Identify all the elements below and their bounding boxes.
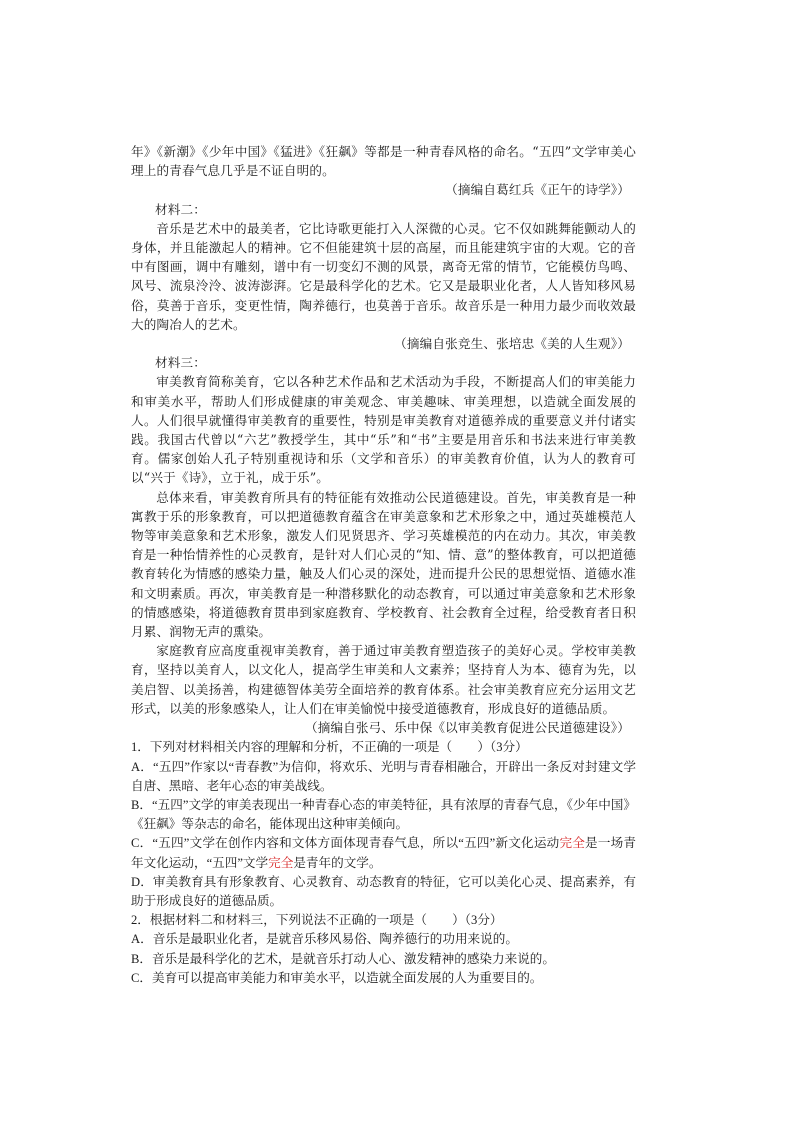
exam-page bbox=[131, 142, 636, 988]
question-2-stem: 2．根据材料二和材料三，下列说法不正确的一项是（ ）（3分） bbox=[131, 913, 503, 928]
option-text-run: 是一场青年文化运动，“五四”文学 bbox=[131, 836, 637, 870]
questions-section bbox=[131, 738, 636, 988]
option-text-run: A．“五四”作家以“青春教”为信仰，将欢乐、光明与青春相融合，开辟出一条反对封建文学自唐、黑暗、老年心态的审美战线。 bbox=[131, 759, 636, 793]
material1-source: （摘编自葛红兵《正午的诗学》） bbox=[445, 182, 630, 198]
highlighted-text: 完全 bbox=[559, 836, 586, 851]
material3-paragraph: 总体来看，审美教育所具有的特征能有效推动公民道德建设。首先，审美教育是一种寓教于乐的形象教育，可以把道德教育蕴含在审美意象和艺术形象之中，通过英雄模范人物等审美意象和艺术形象，激发人们见贤思齐、学习英雄模范的内在动力。其次，审美教育是一种怡情养性的心灵教育，是针对人们心灵的“知、情、意”的整体教育，可以把道德教育转化为情感的感染力量，触及人们心灵的深处，进而提升公民的思想觉悟、道德水准和文明素质。再次，审美教育是一种潜移默化的动态教育，可以通过审美意象和艺术形象的情感感染，将道德教育贯串到家庭教育、学校教育、社会教育全过程，给受教育者日积月累、润物无声的熏染。 bbox=[131, 489, 636, 640]
question-2-option-c[interactable] bbox=[131, 969, 636, 988]
material2-text: 音乐是艺术中的最美者，它比诗歌更能打入人深微的心灵。它不仅如跳舞能颤动人的身体，并且能激起人的精神。它不但能建筑十层的高屋，而且能建筑宇宙的大观。它的音中有图画，调中有雕刻，谱中有一切变幻不测的风景，离奇无常的情节，它能模仿鸟鸣、风号、流泉泠泠、波涛澎湃。它是最科学化的艺术。它又是最职业化者，人人皆知移风易俗，莫善于音乐，变更性情，陶养德行，也莫善于音乐。故音乐是一种用力最少而收效最大的陶冶人的艺术。 bbox=[131, 220, 636, 332]
option-text-run: C．美育可以提高审美能力和审美水平，以造就全面发展的人为重要目的。 bbox=[131, 970, 543, 985]
option-text-run: 是青年的文学。 bbox=[293, 855, 382, 870]
question-1-stem: 1．下列对材料相关内容的理解和分析，不正确的一项是（ ）（3分） bbox=[131, 740, 528, 755]
question-1-option-b[interactable] bbox=[131, 796, 636, 834]
question-1-option-c[interactable] bbox=[131, 834, 636, 872]
material3-source: （摘编自张弓、乐中保《以审美教育促进公民道德建设》） bbox=[304, 720, 630, 736]
question-2-option-b[interactable] bbox=[131, 950, 636, 969]
question-1-option-a[interactable] bbox=[131, 758, 636, 796]
material2-label: 材料二： bbox=[155, 201, 206, 217]
material3-paragraph: 审美教育简称美育，它以各种艺术作品和艺术活动为手段，不断提高人们的审美能力和审美水平，帮助人们形成健康的审美观念、审美趣味、审美理想，以造就全面发展的人。人们很早就懂得审美教育的重要性，特别是审美教育对道德养成的重要意义并付诸实践。我国古代曾以“六艺”教授学生，其中“乐”和“书”主要是用音乐和书法来进行审美教育。儒家创始人孔子特别重视诗和乐（文学和音乐）的审美教育价值，认为人的教育可以“兴于《诗》，立于礼，成于乐”。 bbox=[131, 374, 636, 486]
option-text-run: D．审美教育具有形象教育、心灵教育、动态教育的特征，它可以美化心灵、提高素养，有助于形成良好的道德品质。 bbox=[131, 874, 636, 908]
material3-paragraph: 家庭教育应高度重视审美教育，善于通过审美教育塑造孩子的美好心灵。学校审美教育，坚持以美育人，以文化人，提高学生审美和人文素养；坚持育人为本、德育为先，以美启智、以美扬善，构建德智体美劳全面培养的教育体系。社会审美教育应充分运用文艺形式，以美的形象感染人，让人们在审美愉悦中接受道德教育，形成良好的道德品质。 bbox=[131, 643, 636, 716]
question-2-option-a[interactable] bbox=[131, 930, 636, 949]
material2-source: （摘编自张竞生、张培忠《美的人生观》） bbox=[394, 336, 630, 352]
option-text-run: B．“五四”文学的审美表现出一种青春心态的审美特征，具有浓厚的青春气息，《少年中国》《狂飙》等杂志的命名，能体现出这种审美倾向。 bbox=[131, 797, 636, 832]
option-text-run: B．音乐是最科学化的艺术，是就音乐打动人心、激发精神的感染力来说的。 bbox=[131, 951, 555, 966]
material1-tail-text: 年》《新潮》《少年中国》《猛进》《狂飙》等都是一种青春风格的命名。“五四”文学审美心理上的青春气息几乎是不证自明的。 bbox=[131, 144, 636, 179]
material3-label: 材料三： bbox=[155, 355, 206, 371]
option-text-run: A．音乐是最职业化者，是就音乐移风易俗、陶养德行的功用来说的。 bbox=[131, 932, 518, 947]
option-text-run: C．“五四”文学在创作内容和文体方面体现青春气息，所以“五四”新文化运动 bbox=[131, 836, 560, 851]
reading-passage bbox=[131, 142, 636, 737]
highlighted-text: 完全 bbox=[268, 855, 294, 870]
question-1-option-d[interactable] bbox=[131, 873, 636, 911]
